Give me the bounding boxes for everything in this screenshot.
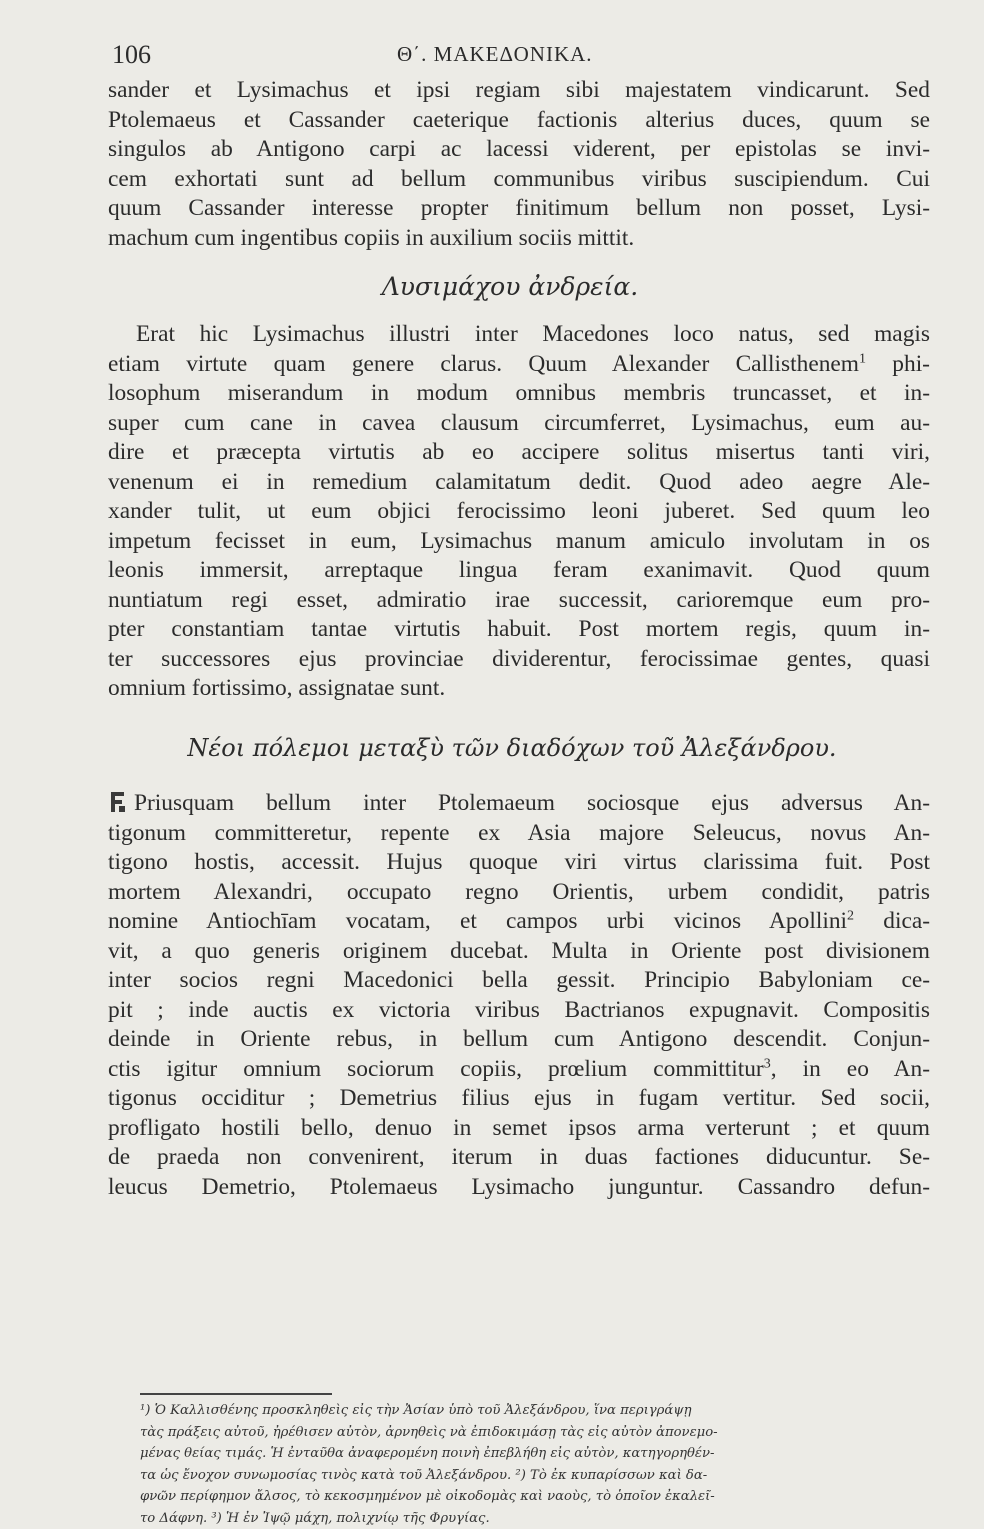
text-line: inter socios regni Macedonici bella gessit. Principio Babyloniam ce- [108, 966, 930, 996]
section-heading-lysimachus-courage: Λυσιμάχου ἀνδρεία. [18, 272, 984, 301]
text-line [108, 350, 930, 380]
text-line: mortem Alexandri, occupato regno Orientis, urbem condidit, patris [108, 878, 930, 908]
footnotes [140, 1400, 930, 1529]
text-line [108, 907, 930, 937]
footnote-ref: 3 [764, 1055, 771, 1071]
text-line: sander et Lysimachus et ipsi regiam sibi majestatem vindicarunt. Sed [108, 76, 930, 106]
section-heading-new-wars: Νέοι πόλεμοι μεταξὺ τῶν διαδόχων τοῦ Ἀλεξάνδρου. [20, 734, 984, 762]
text-line: omnium fortissimo, assignatae sunt. [108, 674, 930, 704]
text-fragment: Priusquam bellum inter Ptolemaeum sociosque ejus adversus An- [134, 790, 930, 816]
text-fragment: ctis igitur omnium sociorum copiis, prœlium committitur [108, 1056, 764, 1082]
footnote-line: το Δάφνη. ³) Ἡ ἐν Ἰψῷ μάχη, πολιχνίῳ τῆς Φρυγίας. [140, 1508, 930, 1529]
paragraph-ornament-icon [108, 788, 128, 814]
footnote-line: τὰς πράξεις αὐτοῦ, ἠρέθισεν αὐτὸν, ἀρνηθεὶς νὰ ἐπιδοκιμάσῃ τὰς εἰς αὐτὸν ἀπονεμο- [140, 1422, 930, 1444]
text-line: xander tulit, ut eum objici ferocissimo leoni juberet. Sed quum leo [108, 497, 930, 527]
text-line: tigono hostis, accessit. Hujus quoque viri virtus clarissima fuit. Post [108, 848, 930, 878]
text-line: pter constantiam tantae virtutis habuit. Post mortem regis, quum in- [108, 615, 930, 645]
text-line: de praeda non convenirent, iterum in duas factiones diducuntur. Se- [108, 1143, 930, 1173]
paragraph-3 [108, 788, 930, 1202]
text-line: Erat hic Lysimachus illustri inter Macedones loco natus, sed magis [108, 320, 930, 350]
text-line: quum Cassander interesse propter finitimum bellum non posset, Lysi- [108, 194, 930, 224]
footnote-line: τα ὡς ἔνοχον συνωμοσίας τινὸς κατὰ τοῦ Ἀλεξάνδρου. ²) Τὸ ἐκ κυπαρίσσων καὶ δα- [140, 1465, 930, 1487]
text-fragment: nomine Antiochīam vocatam, et campos urbi vicinos Apollini [108, 908, 847, 934]
text-line: tigonum committeretur, repente ex Asia majore Seleucus, novus An- [108, 819, 930, 849]
footnote-divider [140, 1393, 332, 1395]
text-fragment: , in eo An- [771, 1056, 930, 1082]
text-line: machum cum ingentibus copiis in auxilium sociis mittit. [108, 224, 930, 254]
text-line: leucus Demetrio, Ptolemaeus Lysimacho junguntur. Cassandro defun- [108, 1173, 930, 1203]
text-line: pit ; inde auctis ex victoria viribus Bactrianos expugnavit. Compositis [108, 996, 930, 1026]
footnote-line: φνῶν περίφημον ἄλσος, τὸ κεκοσμημένον μὲ οἰκοδομὰς καὶ ναοὺς, τὸ ὁποῖον ἐκαλεῖ- [140, 1486, 930, 1508]
text-line: leonis immersit, arreptaque lingua feram exanimavit. Quod quum [108, 556, 930, 586]
text-line: impetum fecisset in eum, Lysimachus manum amiculo involutam in os [108, 527, 930, 557]
footnote-ref: 2 [847, 908, 854, 924]
running-head: Θ΄. ΜΑΚΕΔΟΝΙΚΑ. [397, 42, 593, 67]
footnote-ref: 1 [859, 350, 866, 366]
text-line [108, 788, 930, 819]
footnote-line: ¹) Ὁ Καλλισθένης προσκληθεὶς εἰς τὴν Ἀσίαν ὑπὸ τοῦ Ἀλεξάνδρου, ἵνα περιγράψῃ [140, 1400, 930, 1422]
text-line: deinde in Oriente rebus, in bellum cum Antigono descendit. Conjun- [108, 1025, 930, 1055]
text-line: profligato hostili bello, denuo in semet ipsos arma verterunt ; et quum [108, 1114, 930, 1144]
text-line: venenum ei in remedium calamitatum dedit. Quod adeo aegre Ale- [108, 468, 930, 498]
text-line: losophum miserandum in modum omnibus membris truncasset, et in- [108, 379, 930, 409]
paragraph-2 [108, 320, 930, 704]
text-line: ter successores ejus provinciae dividerentur, ferocissimae gentes, quasi [108, 645, 930, 675]
text-line: super cum cane in cavea clausum circumferret, Lysimachus, eum au- [108, 409, 930, 439]
text-line: singulos ab Antigono carpi ac lacessi viderent, per epistolas se invi- [108, 135, 930, 165]
text-fragment: etiam virtute quam genere clarus. Quum Alexander Callisthenem [108, 351, 859, 377]
text-line: cem exhortati sunt ad bellum communibus viribus suscipiendum. Cui [108, 165, 930, 195]
footnote-line: μένας θείας τιμάς. Ἡ ἐνταῦθα ἀναφερομένη ποινὴ ἐπεβλήθη εἰς αὐτὸν, κατηγορηθέν- [140, 1443, 930, 1465]
text-fragment: phi- [892, 351, 930, 377]
text-line: vit, a quo generis originem ducebat. Multa in Oriente post divisionem [108, 937, 930, 967]
page-header [112, 40, 912, 76]
text-line: Ptolemaeus et Cassander caeterique factionis alterius duces, quum se [108, 106, 930, 136]
text-line: tigonus occiditur ; Demetrius filius ejus in fugam vertitur. Sed socii, [108, 1084, 930, 1114]
page-number: 106 [112, 40, 151, 70]
paragraph-1 [108, 76, 930, 253]
text-line: dire et præcepta virtutis ab eo accipere solitus misertus tanti viri, [108, 438, 930, 468]
text-line [108, 1055, 930, 1085]
text-line: nuntiatum regi esset, admiratio irae successit, carioremque eum pro- [108, 586, 930, 616]
text-fragment: dica- [883, 908, 930, 934]
